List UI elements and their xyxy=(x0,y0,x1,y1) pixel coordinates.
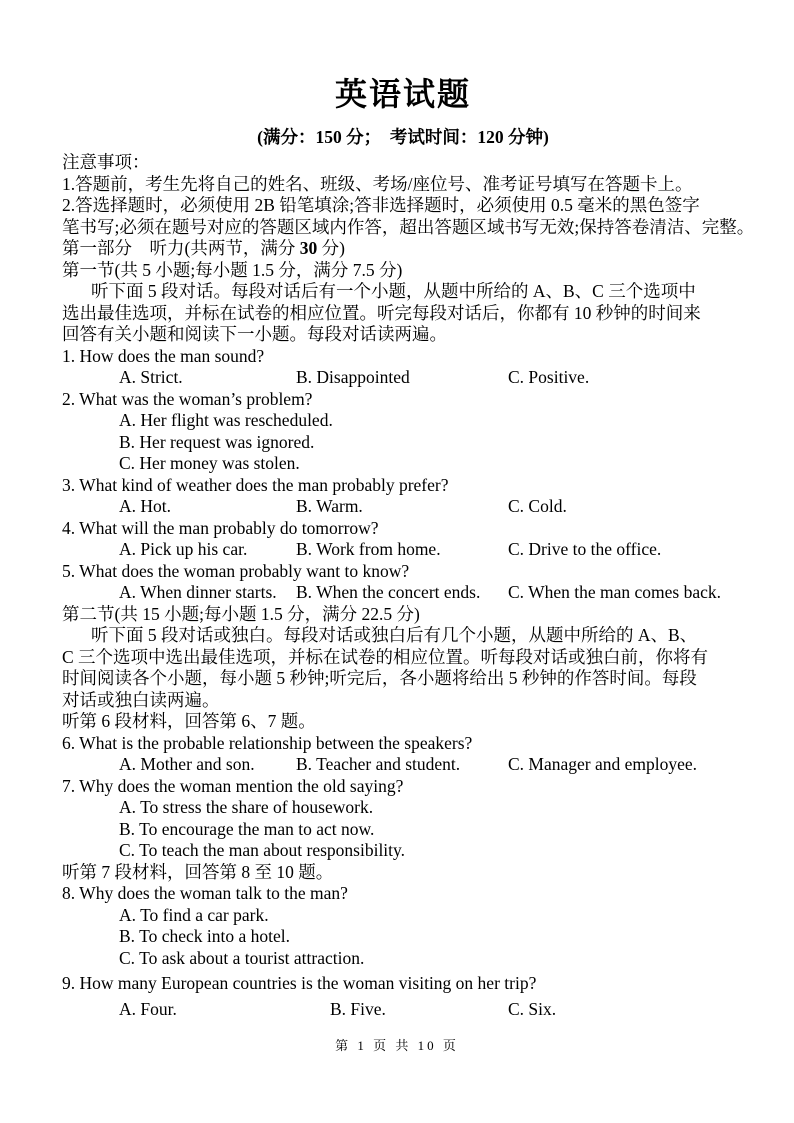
question-4-option-c: C. Drive to the office. xyxy=(508,539,662,559)
question-2-option-b: B. Her request was ignored. xyxy=(119,431,315,452)
question-1-text: 1. How does the man sound? xyxy=(62,345,265,366)
section2-intro-line-2: C 三个选项中选出最佳选项，并标在试卷的相应位置。听每段对话或独白前，你将有 xyxy=(62,646,709,667)
question-8-option-a: A. To find a car park. xyxy=(119,904,269,925)
question-3-option-c: C. Cold. xyxy=(508,496,567,516)
section1-intro-line-3: 回答有关小题和阅读下一小题。每段对话读两遍。 xyxy=(62,324,447,344)
question-1-option-b: B. Disappointed xyxy=(296,367,410,387)
section2-intro-line-4: 对话或独白读两遍。 xyxy=(62,689,220,710)
question-9-option-a: A. Four. xyxy=(119,998,177,1019)
question-2-text: 2. What was the woman’s problem? xyxy=(62,388,313,409)
question-3-option-a: A. Hot. xyxy=(119,496,172,516)
notice-line-1: 1.答题前，考生先将自己的姓名、班级、考场/座位号、准考证号填写在答题卡上。 xyxy=(62,173,693,194)
section1-intro-line-2: 选出最佳选项，并标在试卷的相应位置。听完每段对话后，你都有 10 秒钟的时间来 xyxy=(62,302,701,323)
part1-heading-suffix: 分) xyxy=(317,238,345,258)
question-7-text: 7. Why does the woman mention the old saying? xyxy=(62,775,404,796)
section1-heading: 第一节(共 5 小题;每小题 1.5 分，满分 7.5 分) xyxy=(62,259,403,280)
page-number-footer: 第 1 页 共 10 页 xyxy=(335,1038,459,1053)
question-5-option-a: A. When dinner starts. xyxy=(119,582,277,602)
question-8-text: 8. Why does the woman talk to the man? xyxy=(62,883,348,903)
question-8-option-b: B. To check into a hotel. xyxy=(119,926,290,946)
question-7-option-c: C. To teach the man about responsibility. xyxy=(119,840,406,860)
material-7-note: 听第 7 段材料，回答第 8 至 10 题。 xyxy=(62,861,334,882)
question-1-option-a: A. Strict. xyxy=(119,367,183,387)
question-7-option-b: B. To encourage the man to act now. xyxy=(119,818,375,839)
section2-intro-line-3: 时间阅读各个小题，每小题 5 秒钟;听完后，各小题将给出 5 秒钟的作答时间。每段 xyxy=(62,668,697,688)
part1-heading xyxy=(62,238,744,260)
question-4-option-a: A. Pick up his car. xyxy=(119,539,248,559)
question-2-option-a: A. Her flight was rescheduled. xyxy=(119,410,333,430)
exam-subtitle: (满分：150 分； 考试时间：120 分钟) xyxy=(257,127,549,147)
question-6-option-b: B. Teacher and student. xyxy=(296,754,461,774)
question-6-option-c: C. Manager and employee. xyxy=(508,754,698,774)
question-3-option-b: B. Warm. xyxy=(296,496,363,516)
question-2-option-c: C. Her money was stolen. xyxy=(119,453,300,473)
question-4-text: 4. What will the man probably do tomorrow? xyxy=(62,517,379,538)
exam-body xyxy=(62,152,755,1020)
question-4-options xyxy=(62,539,744,561)
section2-heading: 第二节(共 15 小题;每小题 1.5 分，满分 22.5 分) xyxy=(62,603,420,624)
question-5-option-b: B. When the concert ends. xyxy=(296,582,481,602)
question-5-text: 5. What does the woman probably want to know? xyxy=(62,560,410,581)
question-3-text: 3. What kind of weather does the man probably prefer? xyxy=(62,474,449,495)
part1-heading-prefix: 第一部分 听力(共两节，满分 xyxy=(62,238,300,258)
material-6-note: 听第 6 段材料，回答第 6、7 题。 xyxy=(62,711,316,731)
question-9-option-c: C. Six. xyxy=(508,998,557,1019)
notice-heading: 注意事项： xyxy=(62,152,150,172)
section2-intro-line-1: 听下面 5 段对话或独白。每段对话或独白后有几个小题，从题中所给的 A、B、 xyxy=(91,625,698,645)
question-5-options xyxy=(62,582,744,604)
question-6-option-a: A. Mother and son. xyxy=(119,754,255,774)
question-9-text: 9. How many European countries is the woman visiting on her trip? xyxy=(62,973,537,993)
question-9-options xyxy=(62,999,744,1021)
section1-intro-line-1: 听下面 5 段对话。每段对话后有一个小题，从题中所给的 A、B、C 三个选项中 xyxy=(91,281,696,301)
question-6-options xyxy=(62,754,744,776)
question-8-option-c: C. To ask about a tourist attraction. xyxy=(119,947,365,968)
notice-line-3: 笔书写;必须在题号对应的答题区域内作答，超出答题区域书写无效;保持答卷清洁、完整。 xyxy=(62,216,755,237)
question-9-option-b: B. Five. xyxy=(330,998,386,1019)
question-6-text: 6. What is the probable relationship between the speakers? xyxy=(62,732,473,753)
question-4-option-b: B. Work from home. xyxy=(296,539,441,559)
question-5-option-c: C. When the man comes back. xyxy=(508,582,722,602)
exam-title: 英语试题 xyxy=(334,76,471,112)
notice-line-2: 2.答选择题时，必须使用 2B 铅笔填涂;答非选择题时，必须使用 0.5 毫米的黑色签字 xyxy=(62,195,700,215)
question-1-options xyxy=(62,367,744,389)
part1-heading-score: 30 xyxy=(299,238,318,258)
question-3-options xyxy=(62,496,744,518)
question-1-option-c: C. Positive. xyxy=(508,367,590,387)
question-7-option-a: A. To stress the share of housework. xyxy=(119,797,374,817)
